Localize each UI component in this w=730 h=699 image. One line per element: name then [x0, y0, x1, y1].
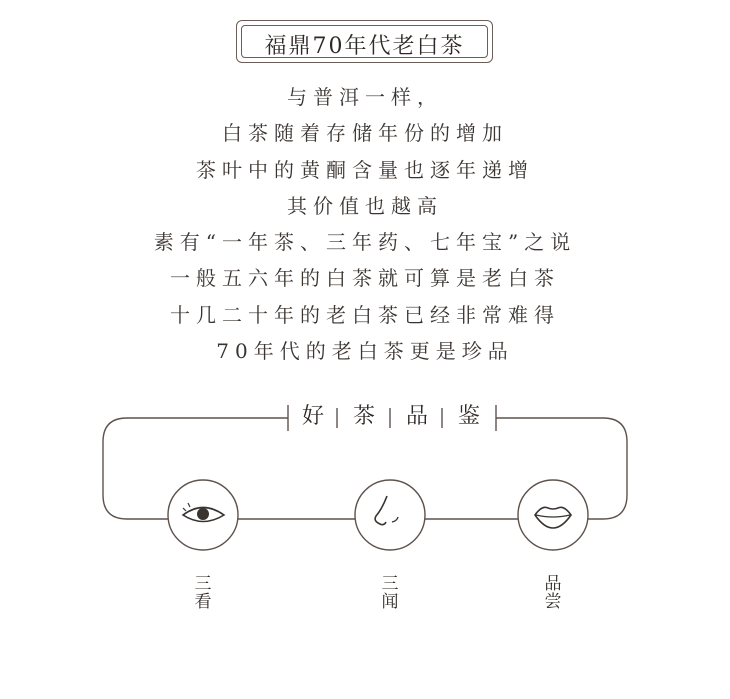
lips-icon	[518, 480, 588, 550]
caption-smell-line2: 闻	[381, 592, 399, 612]
poem-line: 与普洱一样，	[287, 85, 443, 109]
poem-line: 茶叶中的黄酮含量也逐年递增	[196, 157, 534, 182]
poem-line: 十几二十年的老白茶已经非常难得	[170, 302, 560, 327]
caption-look-line1: 三	[194, 574, 212, 594]
section-char-1: 好	[301, 404, 324, 429]
caption-taste-line1: 品	[544, 574, 562, 594]
poem-line: 70年代的老白茶更是珍品	[216, 339, 514, 364]
caption-smell-line1: 三	[381, 574, 399, 594]
nose-icon	[355, 480, 425, 550]
caption-taste	[538, 575, 568, 611]
poem-line: 白茶随着存储年份的增加	[222, 121, 508, 146]
eye-icon	[168, 480, 238, 550]
caption-look	[188, 575, 218, 611]
section-char-3: 品	[405, 404, 428, 429]
page-title: 福鼎70年代老白茶	[264, 34, 465, 59]
poem-line: 一般五六年的白茶就可算是老白茶	[170, 266, 560, 291]
section-char-2: 茶	[352, 404, 375, 429]
poem-line: 素有“一年茶、三年药、七年宝”之说	[153, 230, 577, 255]
caption-smell	[375, 575, 405, 611]
caption-taste-line2: 尝	[544, 592, 562, 612]
poem-line: 其价值也越高	[287, 193, 443, 218]
section-char-4: 鉴	[457, 404, 480, 429]
caption-look-line2: 看	[194, 592, 212, 612]
